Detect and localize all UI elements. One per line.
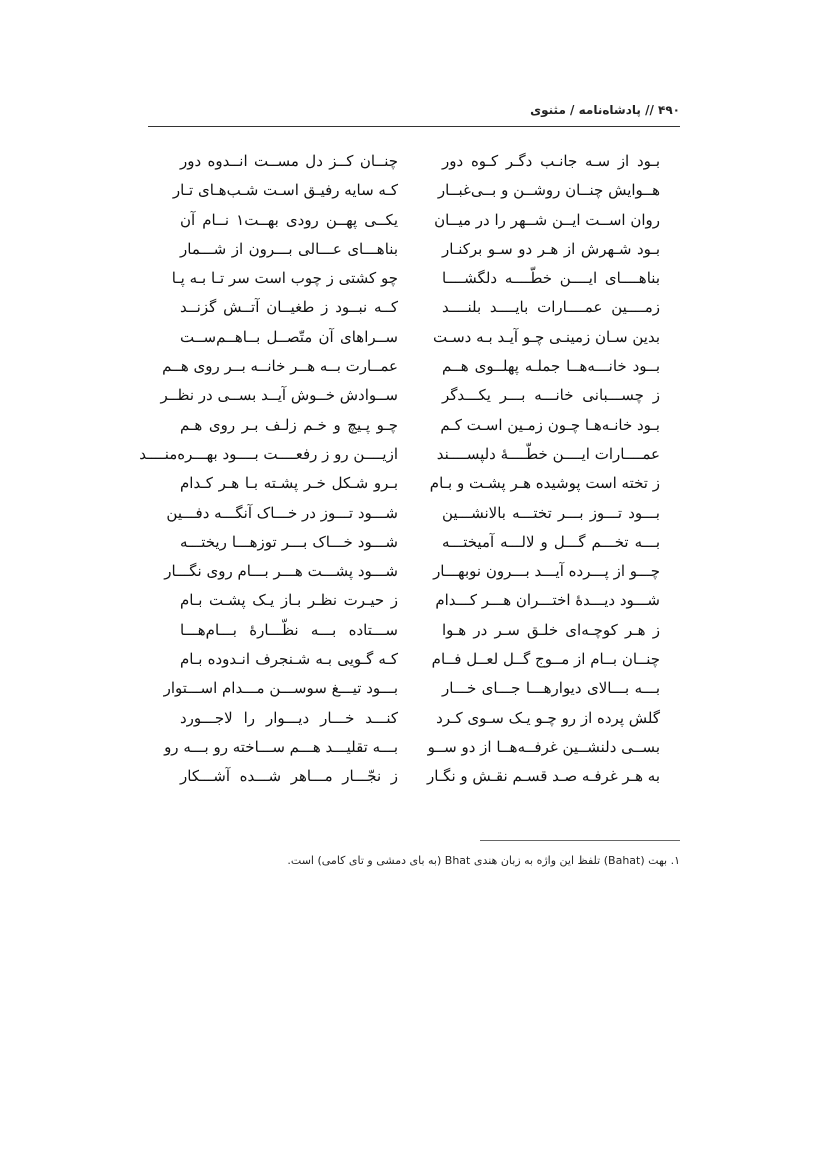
verse-line — [180, 210, 660, 239]
hemistich-left: چـو پـیچ و خـم زلـف بـر روی هـم — [180, 415, 398, 434]
verse-line — [164, 561, 660, 590]
page-header: ۴۹۰ // پادشاه‌نامه / مثنوی — [530, 103, 680, 117]
hemistich-left: ســـتاده بـــه نظّـــارهٔ بـــام‌هـــا — [180, 620, 398, 639]
hemistich-right: زمــــین عمــــارات بایــــد بلنــــد — [442, 298, 660, 317]
hemistich-left: عمــارت بــه هــر خانــه بــر روی هــم — [162, 357, 398, 376]
hemistich-left: کنـــد خـــار دیـــوار را لاجـــورد — [180, 708, 398, 727]
hemistich-left: ازیــــن رو ز رفعــــت بــــود بهـــره‌منــــد — [139, 444, 398, 463]
hemistich-left: شـــود تـــوز در خـــاک آنگـــه دفـــین — [166, 503, 398, 522]
verse-line — [180, 473, 660, 502]
poem-body — [139, 151, 660, 796]
hemistich-right: بـود خانـه‌هـا چـون زمـین اسـت کـم — [440, 415, 660, 434]
verse-line — [180, 327, 660, 356]
hemistich-left: ز حیـرت نظـر بـاز یـک پشـت بـام — [180, 591, 398, 610]
hemistich-right: چـــو از پـــرده آیـــد بـــرون نوبهـــار — [433, 562, 660, 581]
verse-line — [180, 239, 660, 268]
hemistich-right: بـــود تـــوز بـــر تختـــه بالانشـــین — [442, 503, 660, 522]
verse-line — [166, 503, 660, 532]
hemistich-right: بـــه بـــالای دیوارهـــا جـــای خـــار — [442, 679, 660, 698]
hemistich-right: هــوایش چنــان روشــن و بــی‌غبــار — [437, 181, 660, 200]
verse-line — [180, 766, 660, 795]
hemistich-right: عمــــارات ایــــن خطّــــهٔ دلپســــند — [436, 444, 660, 463]
hemistich-right: ز هـر کوچـه‌ای خلـق سـر در هـوا — [442, 620, 660, 639]
hemistich-right: روان اســت ایــن شــهر را در میــان — [434, 210, 660, 229]
hemistich-left: ســراهای آن متّصــل بــاهــم‌ســت — [180, 327, 398, 346]
hemistich-left: بناهـــای عـــالی بـــرون از شـــمار — [180, 239, 398, 258]
hemistich-right: به هـر غرفـه صـد قسـم نقـش و نگـار — [426, 767, 660, 786]
verse-line — [180, 620, 660, 649]
hemistich-right: بـــه تخـــم گـــل و لالـــه آمیختـــه — [442, 532, 660, 551]
verse-line — [180, 649, 660, 678]
verse-line — [180, 151, 660, 180]
hemistich-left: بـرو شـکل خـر پشـته بـا هـر کـدام — [180, 474, 398, 493]
hemistich-right: بــود خانـــه‌هــا جملـه پهلــوی هــم — [442, 357, 660, 376]
verse-line — [171, 268, 660, 297]
verse-line — [180, 708, 660, 737]
verse-line — [180, 590, 660, 619]
hemistich-left: بـــه تقلیـــد هـــم ســـاخته رو بـــه رو — [164, 737, 398, 756]
hemistich-right: چنــان بــام از مــوج گــل لعــل فــام — [431, 650, 660, 669]
hemistich-right: بناهــــای ایــــن خطّــــه دلگشــــا — [442, 269, 660, 288]
verse-line — [164, 737, 660, 766]
hemistich-right: ز تخته است پوشیده هـر پشـت و بـام — [429, 474, 660, 493]
hemistich-right: شـــود دیـــدهٔ اختـــران هـــر کـــدام — [435, 591, 660, 610]
footnote-divider — [480, 840, 680, 841]
hemistich-left: ز نجّـــار مـــاهر شـــده آشـــکار — [180, 767, 398, 786]
hemistich-left: چنــان کــز دل مســت انــدوه دور — [180, 152, 398, 170]
verse-line — [180, 297, 660, 326]
hemistich-left: کـه سایه رفیـق اسـت شـب‌هـای تـار — [172, 181, 398, 200]
hemistich-left: چو کشتی ز چوب است سر تـا بـه پـا — [171, 269, 398, 288]
hemistich-left: شـــود خـــاک بـــر توزهـــا ریختـــه — [180, 532, 398, 551]
verse-line — [172, 180, 660, 209]
hemistich-left: کـه گـویی بـه شـنجرف انـدوده بـام — [180, 650, 398, 669]
verse-line — [180, 415, 660, 444]
verse-line — [163, 678, 660, 707]
verse-line — [162, 356, 660, 385]
hemistich-left: یکــی پهــن رودی بهــت۱ نــام آن — [180, 210, 398, 229]
hemistich-right: بدین سـان زمینـی چـو آیـد بـه دسـت — [432, 327, 660, 346]
hemistich-left: ســوادش خــوش آیــد بســی در نظــر — [160, 386, 398, 405]
verse-line — [139, 444, 660, 473]
hemistich-right: بـود شـهرش از هـر دو سـو برکنـار — [442, 239, 660, 258]
hemistich-right: بـود از سـه جانـب دگـر کـوه دور — [442, 152, 660, 170]
hemistich-left: شـــود پشـــت هـــر بـــام روی نگـــار — [164, 562, 398, 581]
header-divider — [148, 126, 680, 127]
verse-line — [180, 532, 660, 561]
footnote: ۱. بهت (Bahat) تلفظ این واژه به زبان هندی Bhat (به بای دمشی و تای کامی) است. — [287, 854, 680, 867]
hemistich-left: بـــود تیـــغ سوســـن مـــدام اســـتوار — [163, 679, 398, 698]
hemistich-right: ز چســـبانی خانـــه بـــر یکـــدگر — [442, 386, 660, 405]
verse-line — [160, 385, 660, 414]
hemistich-left: کــه نبــود ز طغیــان آتــش گزنــد — [180, 298, 398, 317]
hemistich-right: بســی دلنشــین غرفــه‌هــا از دو ســو — [427, 737, 660, 756]
hemistich-right: گلش پرده از رو چـو یـک سـوی کـرد — [436, 708, 660, 727]
